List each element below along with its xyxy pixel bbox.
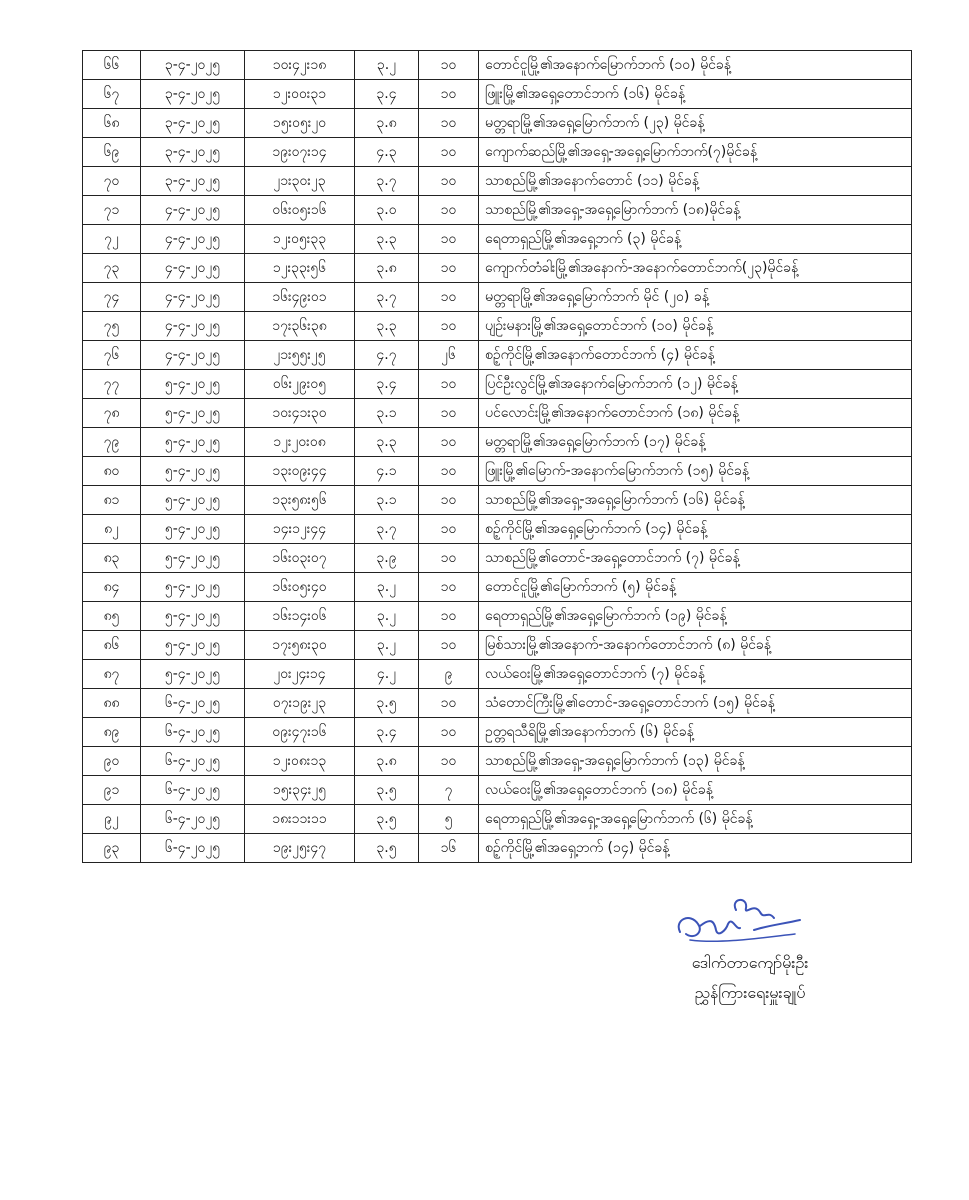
depth-cell: ၁၀ — [419, 689, 479, 718]
table-row — [83, 51, 912, 80]
date-cell: ၃-၄-၂၀၂၅ — [141, 51, 245, 80]
table-row — [83, 486, 912, 515]
location-cell: စဉ့်ကိုင်မြို့၏အရှေ့မြောက်ဘက် (၁၄) မိုင်ခန့် — [479, 515, 912, 544]
magnitude-cell: ၃.၈ — [355, 109, 419, 138]
time-cell: ၂၁း၅၅း၂၅ — [245, 341, 355, 370]
location-cell: သာစည်မြို့၏တောင်-အရှေ့တောင်ဘက် (၇) မိုင်ခန့် — [479, 544, 912, 573]
handwritten-signature — [670, 890, 810, 950]
date-cell: ၃-၄-၂၀၂၅ — [141, 138, 245, 167]
time-cell: ၁၆း၀၅း၄၀ — [245, 573, 355, 602]
magnitude-cell: ၃.၈ — [355, 254, 419, 283]
row-number: ၈၇ — [83, 660, 141, 689]
row-number: ၉၃ — [83, 834, 141, 863]
location-cell: ရေတာရှည်မြို့၏အရှေ့မြောက်ဘက် (၁၉) မိုင်ခန့် — [479, 602, 912, 631]
location-cell: ဖြူးမြို့၏မြောက်-အနောက်မြောက်ဘက် (၁၅) မိုင်ခန့် — [479, 457, 912, 486]
date-cell: ၅-၄-၂၀၂၅ — [141, 544, 245, 573]
depth-cell: ၁၀ — [419, 602, 479, 631]
location-cell: ဖြူးမြို့၏အရှေ့တောင်ဘက် (၁၆) မိုင်ခန့် — [479, 80, 912, 109]
depth-cell: ၁၀ — [419, 167, 479, 196]
magnitude-cell: ၄.၁ — [355, 457, 419, 486]
location-cell: ရေတာရှည်မြို့၏အရှေ့ဘက် (၃) မိုင်ခန့် — [479, 225, 912, 254]
date-cell: ၆-၄-၂၀၂၅ — [141, 834, 245, 863]
signer-title: ညွှန်ကြားရေးမှူးချုပ် — [694, 983, 806, 1002]
row-number: ၈၅ — [83, 602, 141, 631]
magnitude-cell: ၃.၈ — [355, 747, 419, 776]
time-cell: ၀၆း၀၅း၁၆ — [245, 196, 355, 225]
row-number: ၈၄ — [83, 573, 141, 602]
row-number: ၈၃ — [83, 544, 141, 573]
table-row — [83, 805, 912, 834]
time-cell: ၁၂း၂၀း၀၈ — [245, 428, 355, 457]
depth-cell: ၁၀ — [419, 544, 479, 573]
depth-cell: ၁၀ — [419, 631, 479, 660]
row-number: ၈၉ — [83, 718, 141, 747]
magnitude-cell: ၃.၂ — [355, 51, 419, 80]
depth-cell: ၁၀ — [419, 370, 479, 399]
depth-cell: ၁၀ — [419, 138, 479, 167]
row-number: ၇၇ — [83, 370, 141, 399]
location-cell: လယ်ဝေးမြို့၏အရှေ့တောင်ဘက် (၁၈) မိုင်ခန့် — [479, 776, 912, 805]
time-cell: ၁၇း၅၈း၃၀ — [245, 631, 355, 660]
magnitude-cell: ၃.၃ — [355, 225, 419, 254]
date-cell: ၅-၄-၂၀၂၅ — [141, 457, 245, 486]
time-cell: ၁၆း၄၉း၀၁ — [245, 283, 355, 312]
time-cell: ၁၀း၄၂း၁၈ — [245, 51, 355, 80]
table-row — [83, 747, 912, 776]
magnitude-cell: ၃.၃ — [355, 428, 419, 457]
date-cell: ၃-၄-၂၀၂၅ — [141, 80, 245, 109]
depth-cell: ၁၀ — [419, 283, 479, 312]
row-number: ၇၅ — [83, 312, 141, 341]
depth-cell: ၁၀ — [419, 747, 479, 776]
time-cell: ၁၄း၁၂း၄၄ — [245, 515, 355, 544]
table-row — [83, 196, 912, 225]
time-cell: ၁၆း၁၄း၀၆ — [245, 602, 355, 631]
location-cell: ပြင်ဦးလွင်မြို့၏အနောက်မြောက်ဘက် (၁၂) မိုင်ခန့် — [479, 370, 912, 399]
location-cell: စဉ့်ကိုင်မြို့၏အနောက်တောင်ဘက် (၄) မိုင်ခန့် — [479, 341, 912, 370]
magnitude-cell: ၃.၁ — [355, 486, 419, 515]
date-cell: ၅-၄-၂၀၂၅ — [141, 573, 245, 602]
date-cell: ၅-၄-၂၀၂၅ — [141, 631, 245, 660]
time-cell: ၁၇း၃၆း၃၈ — [245, 312, 355, 341]
row-number: ၆၉ — [83, 138, 141, 167]
magnitude-cell: ၃.၄ — [355, 718, 419, 747]
date-cell: ၄-၄-၂၀၂၅ — [141, 341, 245, 370]
time-cell: ၀၉း၄၇း၁၆ — [245, 718, 355, 747]
date-cell: ၅-၄-၂၀၂၅ — [141, 370, 245, 399]
time-cell: ၂၁း၃၀း၂၃ — [245, 167, 355, 196]
location-cell: စဉ့်ကိုင်မြို့၏အရှေ့ဘက် (၁၄) မိုင်ခန့် — [479, 834, 912, 863]
date-cell: ၄-၄-၂၀၂၅ — [141, 312, 245, 341]
magnitude-cell: ၄.၇ — [355, 341, 419, 370]
depth-cell: ၇ — [419, 776, 479, 805]
location-cell: ပျဉ်းမနားမြို့၏အရှေ့တောင်ဘက် (၁၀) မိုင်ခန့် — [479, 312, 912, 341]
date-cell: ၄-၄-၂၀၂၅ — [141, 225, 245, 254]
magnitude-cell: ၃.၅ — [355, 834, 419, 863]
magnitude-cell: ၃.၂ — [355, 573, 419, 602]
time-cell: ၀၆း၂၉း၀၅ — [245, 370, 355, 399]
time-cell: ၁၀း၄၁း၃၀ — [245, 399, 355, 428]
table-row — [83, 660, 912, 689]
magnitude-cell: ၃.၇ — [355, 167, 419, 196]
depth-cell: ၁၀ — [419, 515, 479, 544]
location-cell: လယ်ဝေးမြို့၏အရှေ့တောင်ဘက် (၇) မိုင်ခန့် — [479, 660, 912, 689]
depth-cell: ၁၀ — [419, 457, 479, 486]
location-cell: ဥတ္တရသီရိမြို့၏အနောက်ဘက် (၆) မိုင်ခန့် — [479, 718, 912, 747]
time-cell: ၂၀း၂၄း၁၄ — [245, 660, 355, 689]
table-row — [83, 689, 912, 718]
location-cell: ကျောက်ဆည်မြို့၏အရှေ့-အရှေ့မြောက်ဘက်(၇)မိုင်ခန့် — [479, 138, 912, 167]
table-row — [83, 80, 912, 109]
row-number: ၉၀ — [83, 747, 141, 776]
time-cell: ၁၂း၀၀း၃၁ — [245, 80, 355, 109]
row-number: ၇၆ — [83, 341, 141, 370]
row-number: ၇၃ — [83, 254, 141, 283]
magnitude-cell: ၄.၂ — [355, 660, 419, 689]
table-row — [83, 428, 912, 457]
row-number: ၇၉ — [83, 428, 141, 457]
time-cell: ၁၂း၀၈း၁၃ — [245, 747, 355, 776]
table-row — [83, 167, 912, 196]
depth-cell: ၁၀ — [419, 196, 479, 225]
magnitude-cell: ၃.၃ — [355, 312, 419, 341]
table-row — [83, 776, 912, 805]
row-number: ၇၂ — [83, 225, 141, 254]
table-row — [83, 544, 912, 573]
table-body — [83, 51, 912, 863]
magnitude-cell: ၃.၉ — [355, 544, 419, 573]
depth-cell: ၁၀ — [419, 80, 479, 109]
table-row — [83, 254, 912, 283]
row-number: ၉၂ — [83, 805, 141, 834]
date-cell: ၄-၄-၂၀၂၅ — [141, 254, 245, 283]
table-row — [83, 283, 912, 312]
magnitude-cell: ၃.၄ — [355, 370, 419, 399]
date-cell: ၆-၄-၂၀၂၅ — [141, 776, 245, 805]
time-cell: ၁၅း၃၄း၂၅ — [245, 776, 355, 805]
location-cell: သာစည်မြို့၏အရှေ့-အရှေ့မြောက်ဘက် (၁၈)မိုင်ခန့် — [479, 196, 912, 225]
magnitude-cell: ၃.၇ — [355, 515, 419, 544]
time-cell: ၁၆း၀၃း၀၇ — [245, 544, 355, 573]
time-cell: ၁၃း၅၈း၅၆ — [245, 486, 355, 515]
magnitude-cell: ၃.၅ — [355, 805, 419, 834]
row-number: ၆၆ — [83, 51, 141, 80]
depth-cell: ၉ — [419, 660, 479, 689]
time-cell: ၁၉း၂၅း၄၇ — [245, 834, 355, 863]
depth-cell: ၁၀ — [419, 312, 479, 341]
magnitude-cell: ၃.၁ — [355, 399, 419, 428]
table-row — [83, 457, 912, 486]
date-cell: ၆-၄-၂၀၂၅ — [141, 718, 245, 747]
table-row — [83, 312, 912, 341]
magnitude-cell: ၃.၅ — [355, 689, 419, 718]
location-cell: မတ္တရာမြို့၏အရှေ့မြောက်ဘက် (၂၃) မိုင်ခန့် — [479, 109, 912, 138]
row-number: ၈၆ — [83, 631, 141, 660]
earthquake-table — [82, 50, 912, 863]
location-cell: သံတောင်ကြီးမြို့၏တောင်-အရှေ့တောင်ဘက် (၁၅) မိုင်ခန့် — [479, 689, 912, 718]
location-cell: ရေတာရှည်မြို့၏အရှေ့-အရှေ့မြောက်ဘက် (၆) မိုင်ခန့် — [479, 805, 912, 834]
signer-name: ဒေါက်တာကျော်မိုးဦး — [691, 953, 809, 972]
table-row — [83, 573, 912, 602]
depth-cell: ၁၀ — [419, 225, 479, 254]
magnitude-cell: ၃.၄ — [355, 80, 419, 109]
date-cell: ၆-၄-၂၀၂၅ — [141, 689, 245, 718]
table-row — [83, 370, 912, 399]
date-cell: ၅-၄-၂၀၂၅ — [141, 486, 245, 515]
depth-cell: ၁၀ — [419, 109, 479, 138]
row-number: ၈၀ — [83, 457, 141, 486]
time-cell: ၁၂း၃၃း၅၆ — [245, 254, 355, 283]
date-cell: ၅-၄-၂၀၂၅ — [141, 399, 245, 428]
magnitude-cell: ၃.၇ — [355, 283, 419, 312]
row-number: ၉၁ — [83, 776, 141, 805]
depth-cell: ၁၀ — [419, 399, 479, 428]
signature-block — [600, 890, 900, 1030]
row-number: ၇၁ — [83, 196, 141, 225]
time-cell: ၁၉း၀၇း၁၄ — [245, 138, 355, 167]
date-cell: ၃-၄-၂၀၂၅ — [141, 109, 245, 138]
date-cell: ၆-၄-၂၀၂၅ — [141, 747, 245, 776]
time-cell: ၁၅း၀၅း၂၀ — [245, 109, 355, 138]
depth-cell: ၁၀ — [419, 51, 479, 80]
depth-cell: ၁၀ — [419, 486, 479, 515]
location-cell: တောင်ငူမြို့၏အနောက်မြောက်ဘက် (၁၀) မိုင်ခန့် — [479, 51, 912, 80]
location-cell: တောင်ငူမြို့၏မြောက်ဘက် (၅) မိုင်ခန့် — [479, 573, 912, 602]
depth-cell: ၁၆ — [419, 834, 479, 863]
date-cell: ၄-၄-၂၀၂၅ — [141, 283, 245, 312]
table-row — [83, 718, 912, 747]
date-cell: ၆-၄-၂၀၂၅ — [141, 805, 245, 834]
location-cell: သာစည်မြို့၏အနောက်တောင် (၁၁) မိုင်ခန့် — [479, 167, 912, 196]
row-number: ၇၄ — [83, 283, 141, 312]
row-number: ၇၈ — [83, 399, 141, 428]
row-number: ၆၇ — [83, 80, 141, 109]
location-cell: မတ္တရာမြို့၏အရှေ့မြောက်ဘက် (၁၇) မိုင်ခန့် — [479, 428, 912, 457]
location-cell: သာစည်မြို့၏အရှေ့-အရှေ့မြောက်ဘက် (၁၆) မိုင်ခန့် — [479, 486, 912, 515]
date-cell: ၅-၄-၂၀၂၅ — [141, 428, 245, 457]
row-number: ၈၈ — [83, 689, 141, 718]
table-row — [83, 341, 912, 370]
location-cell: ကျောက်တံခါးမြို့၏အနောက်-အနောက်တောင်ဘက်(၂၃)မိုင်ခန့် — [479, 254, 912, 283]
table-row — [83, 109, 912, 138]
depth-cell: ၂၆ — [419, 341, 479, 370]
date-cell: ၃-၄-၂၀၂၅ — [141, 167, 245, 196]
table-row — [83, 515, 912, 544]
magnitude-cell: ၃.၂ — [355, 631, 419, 660]
time-cell: ၁၈း၁၁း၁၁ — [245, 805, 355, 834]
location-cell: မြစ်သားမြို့၏အနောက်-အနောက်တောင်ဘက် (၈) မိုင်ခန့် — [479, 631, 912, 660]
date-cell: ၄-၄-၂၀၂၅ — [141, 196, 245, 225]
row-number: ၆၈ — [83, 109, 141, 138]
location-cell: သာစည်မြို့၏အရှေ့-အရှေ့မြောက်ဘက် (၁၃) မိုင်ခန့် — [479, 747, 912, 776]
depth-cell: ၁၀ — [419, 573, 479, 602]
magnitude-cell: ၃.၂ — [355, 602, 419, 631]
table-row — [83, 225, 912, 254]
time-cell: ၁၂း၀၅း၃၃ — [245, 225, 355, 254]
depth-cell: ၁၀ — [419, 718, 479, 747]
magnitude-cell: ၃.၅ — [355, 776, 419, 805]
table-row — [83, 138, 912, 167]
depth-cell: ၁၀ — [419, 254, 479, 283]
date-cell: ၅-၄-၂၀၂၅ — [141, 515, 245, 544]
time-cell: ၁၃း၀၉း၄၄ — [245, 457, 355, 486]
time-cell: ၀၇း၁၉း၂၃ — [245, 689, 355, 718]
date-cell: ၅-၄-၂၀၂၅ — [141, 660, 245, 689]
date-cell: ၅-၄-၂၀၂၅ — [141, 602, 245, 631]
location-cell: မတ္တရာမြို့၏အရှေ့မြောက်ဘက် မိုင် (၂၀) ခန့် — [479, 283, 912, 312]
table-row — [83, 631, 912, 660]
row-number: ၈၂ — [83, 515, 141, 544]
magnitude-cell: ၃.၀ — [355, 196, 419, 225]
row-number: ၇၀ — [83, 167, 141, 196]
location-cell: ပင်လောင်းမြို့၏အနောက်တောင်ဘက် (၁၈) မိုင်ခန့် — [479, 399, 912, 428]
row-number: ၈၁ — [83, 486, 141, 515]
table-row — [83, 834, 912, 863]
table-row — [83, 602, 912, 631]
magnitude-cell: ၄.၃ — [355, 138, 419, 167]
depth-cell: ၁၀ — [419, 428, 479, 457]
table-row — [83, 399, 912, 428]
depth-cell: ၅ — [419, 805, 479, 834]
